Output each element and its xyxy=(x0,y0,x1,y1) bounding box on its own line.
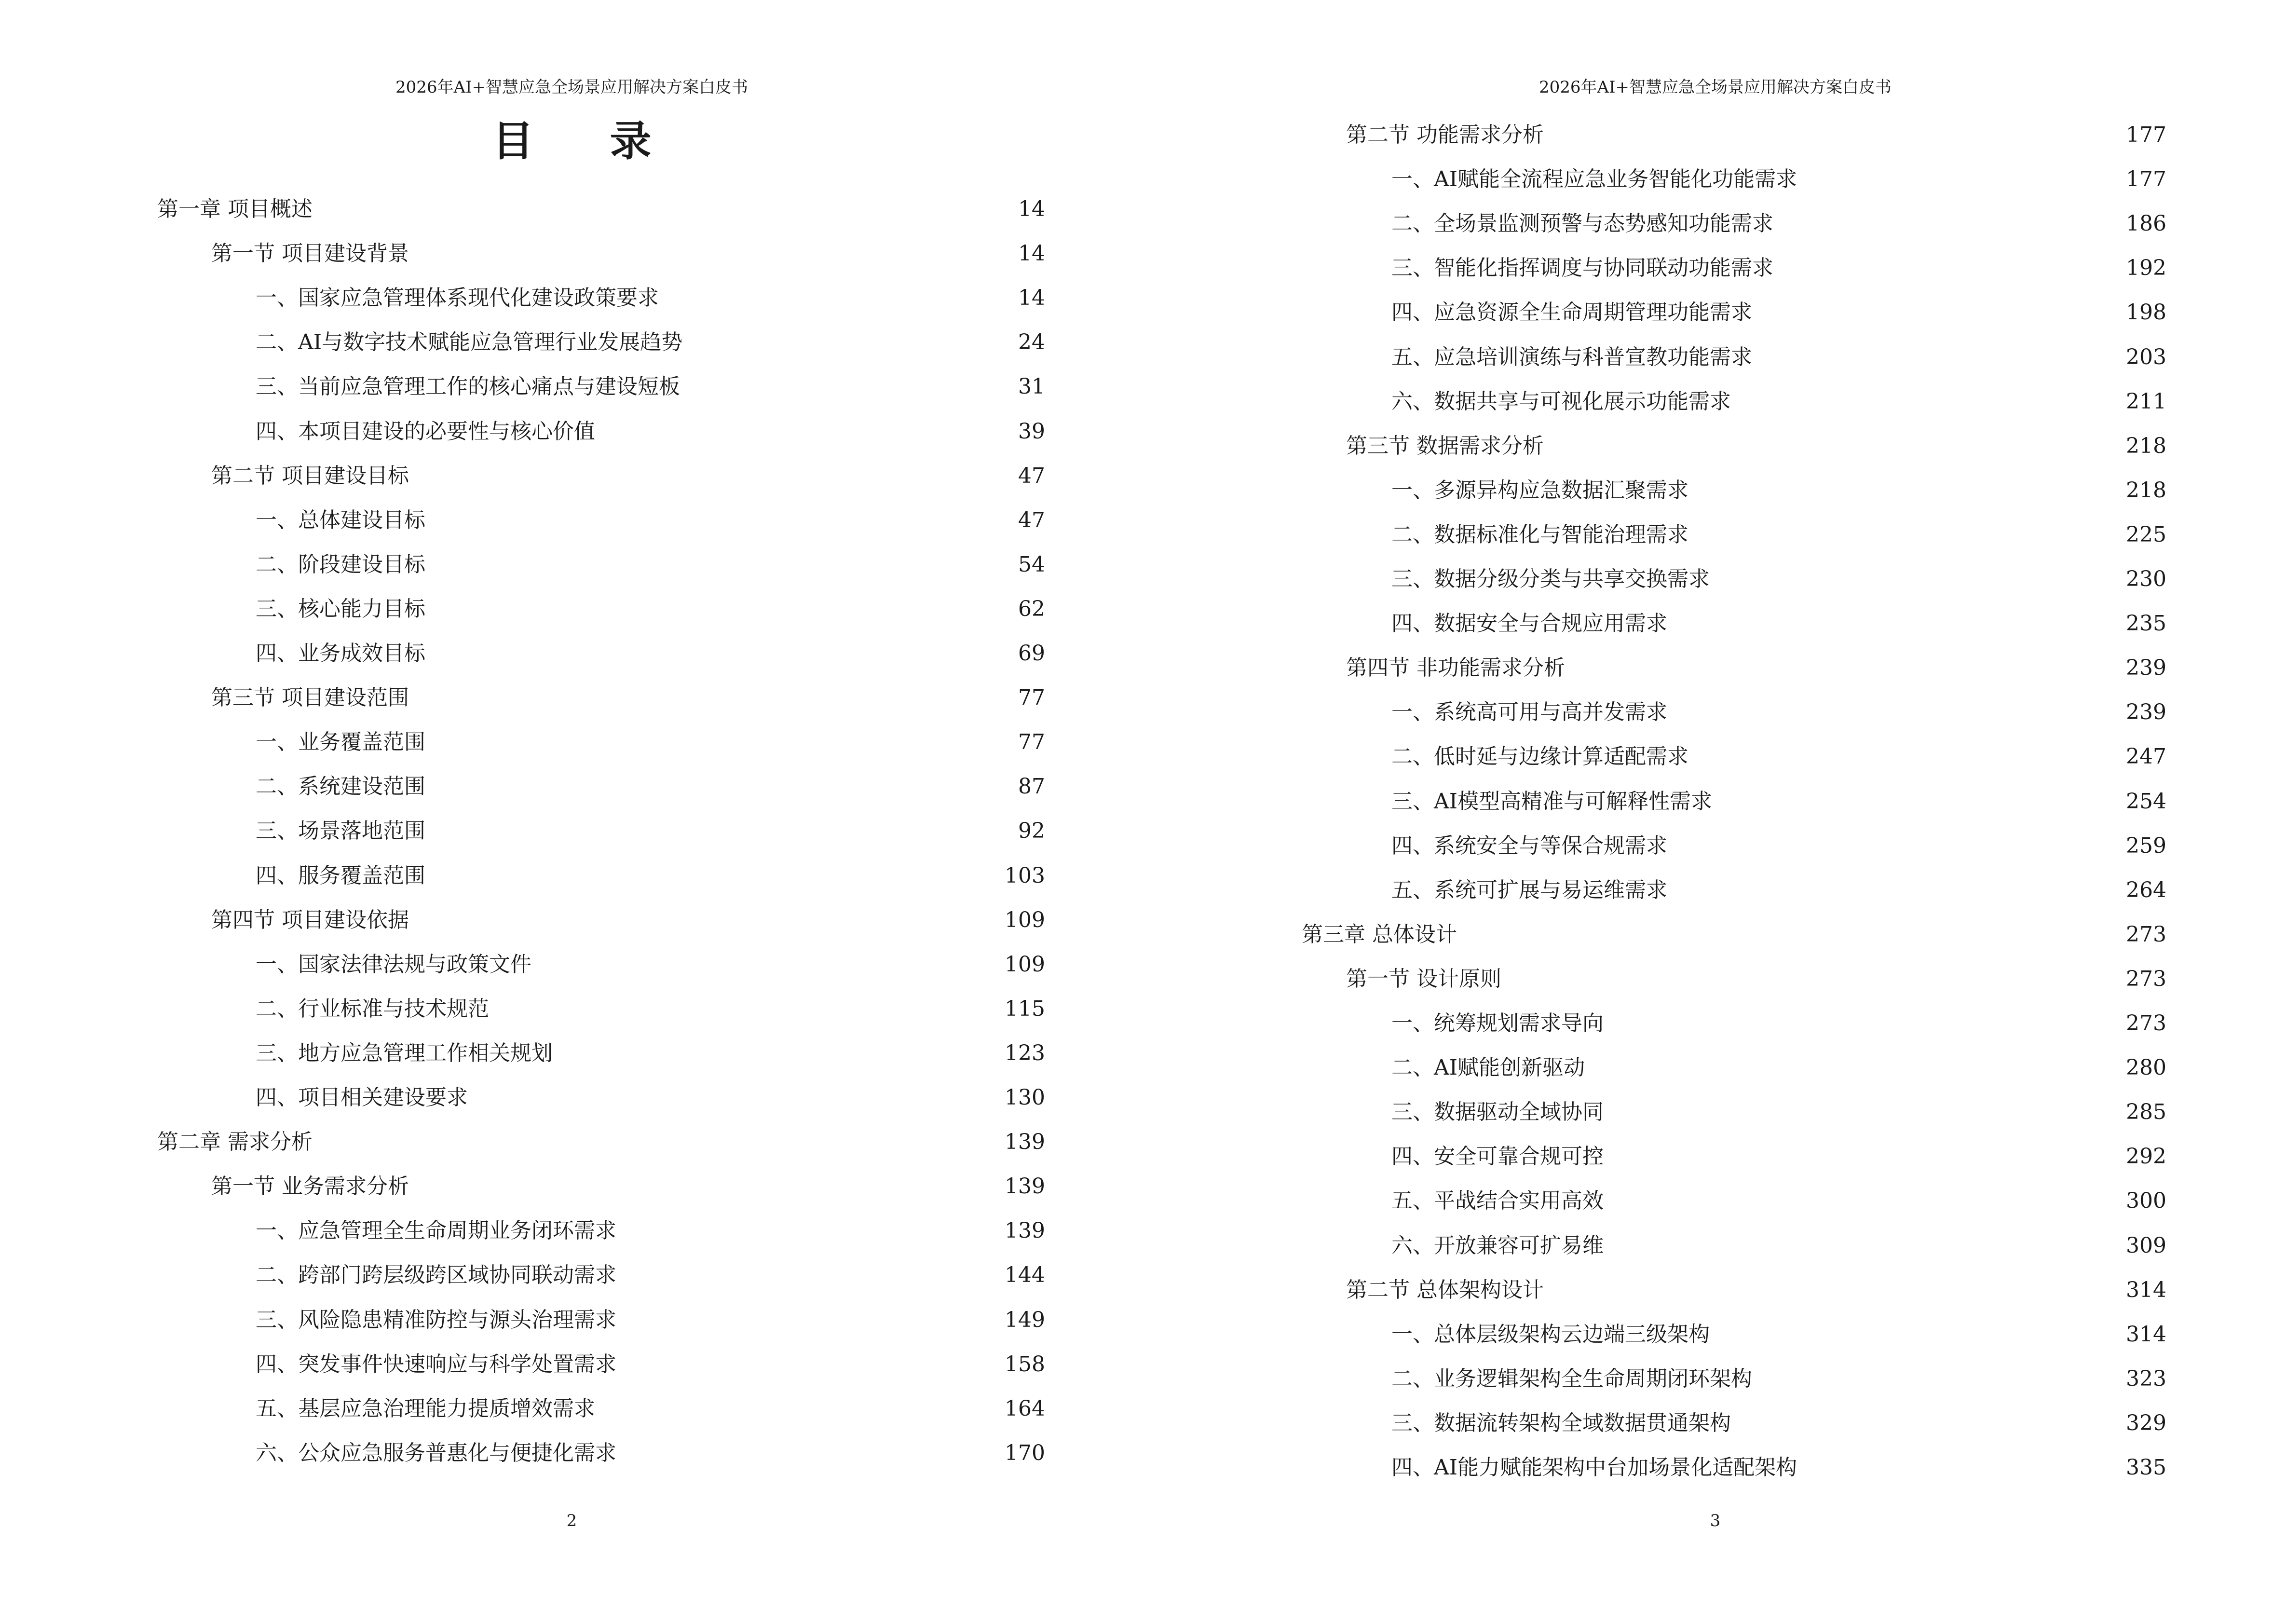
toc-entry-title: 第一章 项目概述 xyxy=(157,197,313,221)
toc-entry-title: 一、国家法律法规与政策文件 xyxy=(256,952,531,977)
toc-entry-page: 198 xyxy=(2126,300,2166,325)
toc-entry-page: 192 xyxy=(2126,256,2166,281)
toc-entry-page: 158 xyxy=(1005,1351,1045,1377)
toc-entry-subsection[interactable] xyxy=(1391,1187,2166,1215)
toc-entry-title: 第三章 总体设计 xyxy=(1302,922,1457,947)
toc-entry-page: 218 xyxy=(2126,433,2166,458)
toc-entry-title: 第一节 设计原则 xyxy=(1346,966,1501,991)
toc-entry-title: 四、应急资源全生命周期管理功能需求 xyxy=(1391,300,1752,325)
toc-entry-page: 103 xyxy=(1005,863,1045,888)
toc-entry-page: 218 xyxy=(2126,478,2166,503)
toc-entry-page: 123 xyxy=(1005,1040,1045,1065)
toc-entry-title: 第二节 项目建设目标 xyxy=(211,463,409,488)
dot-leader xyxy=(1759,298,2119,327)
toc-entry-page: 259 xyxy=(2126,833,2166,858)
toc-entry-title: 五、应急培训演练与科普宣教功能需求 xyxy=(1391,344,1752,369)
toc-entry-subsection[interactable] xyxy=(1391,787,2166,816)
dot-leader xyxy=(1719,787,2119,816)
dot-leader xyxy=(319,195,1011,224)
toc-entry-page: 92 xyxy=(1018,819,1045,844)
toc-entry-subsection[interactable] xyxy=(1391,520,2166,549)
toc-entry-title: 四、安全可靠合规可控 xyxy=(1391,1144,1604,1169)
toc-entry-page: 273 xyxy=(2126,966,2166,991)
toc-entry-title: 一、总体建设目标 xyxy=(256,507,425,532)
toc-entry-subsection[interactable] xyxy=(1391,742,2166,771)
toc-entry-title: 三、数据驱动全域协同 xyxy=(1391,1100,1604,1125)
dot-leader xyxy=(319,1128,998,1157)
dot-leader xyxy=(1804,165,2119,194)
toc-entry-subsection[interactable] xyxy=(256,1350,1045,1379)
toc-entry-page: 273 xyxy=(2126,922,2166,947)
toc-entry-subsection[interactable] xyxy=(256,1216,1045,1245)
toc-entry-subsection[interactable] xyxy=(1391,1009,2166,1038)
toc-entry-subsection[interactable] xyxy=(256,372,1045,401)
toc-entry-subsection[interactable] xyxy=(1391,1409,2166,1438)
toc-entry-section[interactable] xyxy=(211,906,1045,935)
toc-entry-page: 273 xyxy=(2126,1011,2166,1036)
dot-leader xyxy=(1759,343,2119,372)
toc-entry-title: 第三节 数据需求分析 xyxy=(1346,433,1544,458)
toc-entry-section[interactable] xyxy=(1346,965,2166,994)
toc-entry-page: 314 xyxy=(2126,1277,2166,1302)
toc-entry-title: 二、行业标准与技术规范 xyxy=(256,996,489,1021)
dot-leader xyxy=(538,950,998,979)
toc-entry-page: 170 xyxy=(1005,1440,1045,1465)
toc-entry-page: 14 xyxy=(1018,241,1045,266)
toc-entry-subsection[interactable] xyxy=(1391,876,2166,905)
toc-entry-subsection[interactable] xyxy=(256,728,1045,757)
toc-entry-title: 四、系统安全与等保合规需求 xyxy=(1391,833,1667,858)
toc-entry-section[interactable] xyxy=(1346,121,2166,150)
toc-entry-subsection[interactable] xyxy=(256,861,1045,890)
toc-entry-title: 三、智能化指挥调度与协同联动功能需求 xyxy=(1391,256,1773,281)
toc-entry-title: 第二节 功能需求分析 xyxy=(1346,123,1544,147)
toc-entry-subsection[interactable] xyxy=(1391,476,2166,505)
toc-entry-subsection[interactable] xyxy=(1391,209,2166,238)
dot-leader xyxy=(1738,1409,2119,1438)
toc-entry-chapter[interactable] xyxy=(157,1128,1045,1157)
dot-leader xyxy=(666,284,1011,313)
toc-entry-page: 130 xyxy=(1005,1085,1045,1110)
toc-entry-subsection[interactable] xyxy=(256,417,1045,446)
dot-leader xyxy=(475,1083,998,1112)
dot-leader xyxy=(1674,832,2119,860)
toc-entry-page: 292 xyxy=(2126,1144,2166,1169)
toc-entry-title: 四、本项目建设的必要性与核心价值 xyxy=(256,419,595,444)
dot-leader xyxy=(432,861,998,890)
toc-entry-chapter[interactable] xyxy=(1302,920,2166,949)
toc-entry-page: 177 xyxy=(2126,123,2166,147)
toc-entry-title: 一、系统高可用与高并发需求 xyxy=(1391,700,1667,725)
toc-entry-subsection[interactable] xyxy=(1391,254,2166,283)
toc-entry-title: 五、基层应急治理能力提质增效需求 xyxy=(256,1396,595,1421)
toc-entry-title: 四、数据安全与合规应用需求 xyxy=(1391,611,1667,636)
toc-entry-subsection[interactable] xyxy=(256,950,1045,979)
dot-leader xyxy=(1572,654,2119,682)
toc-entry-subsection[interactable] xyxy=(1391,565,2166,594)
toc-entry-title: 三、AI模型高精准与可解释性需求 xyxy=(1391,789,1713,814)
toc-entry-page: 211 xyxy=(2126,389,2166,414)
dot-leader xyxy=(416,906,998,935)
dot-leader xyxy=(1695,520,2119,549)
dot-leader xyxy=(1780,209,2119,238)
toc-entry-page: 47 xyxy=(1018,463,1045,488)
toc-entry-title: 六、数据共享与可视化展示功能需求 xyxy=(1391,389,1731,414)
dot-leader xyxy=(623,1261,998,1290)
dot-leader xyxy=(623,1306,998,1335)
page-number: 3 xyxy=(1710,1511,1721,1530)
toc-entry-title: 二、全场景监测预警与态势感知功能需求 xyxy=(1391,211,1773,236)
dot-leader xyxy=(623,1216,998,1245)
dot-leader xyxy=(416,1172,998,1201)
page-number: 2 xyxy=(566,1511,577,1530)
toc-entry-subsection[interactable] xyxy=(1391,609,2166,638)
toc-entry-subsection[interactable] xyxy=(256,1039,1045,1068)
toc-entry-subsection[interactable] xyxy=(256,772,1045,801)
dot-leader xyxy=(687,372,1011,401)
toc-entry-page: 335 xyxy=(2126,1455,2166,1480)
toc-entry-page: 225 xyxy=(2126,522,2166,547)
dot-leader xyxy=(496,995,998,1024)
toc-entry-section[interactable] xyxy=(211,1172,1045,1201)
toc-entry-title: 一、业务覆盖范围 xyxy=(256,730,425,755)
toc-entry-page: 239 xyxy=(2126,700,2166,725)
right-page xyxy=(1144,0,2287,1624)
toc-entry-title: 三、地方应急管理工作相关规划 xyxy=(256,1040,553,1065)
toc-entry-page: 203 xyxy=(2126,344,2166,369)
dot-leader xyxy=(432,595,1011,624)
dot-leader xyxy=(1464,920,2119,949)
toc-entry-title: 四、突发事件快速响应与科学处置需求 xyxy=(256,1351,616,1377)
toc-entry-title: 第一节 业务需求分析 xyxy=(211,1174,409,1199)
toc-entry-page: 31 xyxy=(1018,374,1045,399)
toc-entry-page: 329 xyxy=(2126,1410,2166,1435)
toc-entry-page: 62 xyxy=(1018,596,1045,621)
toc-entry-page: 280 xyxy=(2126,1055,2166,1080)
dot-leader xyxy=(1738,387,2119,416)
toc-entry-page: 69 xyxy=(1018,641,1045,666)
toc-entry-page: 139 xyxy=(1005,1130,1045,1155)
dot-leader xyxy=(1674,698,2119,727)
toc-entry-title: 一、AI赋能全流程应急业务智能化功能需求 xyxy=(1391,167,1797,192)
toc-entry-title: 第三节 项目建设范围 xyxy=(211,685,409,710)
toc-entry-subsection[interactable] xyxy=(1391,343,2166,372)
dot-leader xyxy=(559,1039,998,1068)
dot-leader xyxy=(1674,876,2119,905)
toc-entry-page: 264 xyxy=(2126,877,2166,902)
toc-entry-chapter[interactable] xyxy=(157,195,1045,224)
toc-entry-title: 一、国家应急管理体系现代化建设政策要求 xyxy=(256,286,659,311)
toc-entry-title: 三、数据分级分类与共享交换需求 xyxy=(1391,567,1710,591)
toc-entry-title: 二、数据标准化与智能治理需求 xyxy=(1391,522,1688,547)
toc-entry-title: 第四节 非功能需求分析 xyxy=(1346,655,1565,681)
toc-entry-page: 77 xyxy=(1018,685,1045,710)
toc-entry-page: 186 xyxy=(2126,211,2166,236)
toc-entry-subsection[interactable] xyxy=(1391,1098,2166,1127)
toc-entry-page: 300 xyxy=(2126,1188,2166,1214)
dot-leader xyxy=(602,417,1011,446)
toc-entry-title: 三、数据流转架构全域数据贯通架构 xyxy=(1391,1410,1731,1435)
toc-entry-subsection[interactable] xyxy=(256,1439,1045,1468)
dot-leader xyxy=(689,328,1011,357)
toc-entry-title: 三、场景落地范围 xyxy=(256,819,425,844)
dot-leader xyxy=(432,817,1011,846)
toc-entry-title: 五、系统可扩展与易运维需求 xyxy=(1391,877,1667,902)
toc-entry-title: 四、业务成效目标 xyxy=(256,641,425,666)
toc-entry-page: 87 xyxy=(1018,774,1045,799)
dot-leader xyxy=(1592,1053,2119,1082)
dot-leader xyxy=(432,506,1011,535)
toc-entry-subsection[interactable] xyxy=(256,817,1045,846)
toc-entry-subsection[interactable] xyxy=(256,595,1045,624)
dot-leader xyxy=(1610,1009,2119,1038)
toc-entry-title: 三、当前应急管理工作的核心痛点与建设短板 xyxy=(256,374,680,399)
toc-entry-subsection[interactable] xyxy=(1391,698,2166,727)
toc-entry-page: 230 xyxy=(2126,567,2166,591)
toc-entry-section[interactable] xyxy=(1346,1276,2166,1305)
dot-leader xyxy=(623,1350,998,1379)
toc-entry-section[interactable] xyxy=(1346,654,2166,682)
toc-entry-title: 四、AI能力赋能架构中台加场景化适配架构 xyxy=(1391,1455,1797,1480)
dot-leader xyxy=(432,728,1011,757)
toc-entry-title: 二、跨部门跨层级跨区域协同联动需求 xyxy=(256,1263,616,1288)
toc-entry-subsection[interactable] xyxy=(1391,298,2166,327)
toc-entry-page: 285 xyxy=(2126,1100,2166,1125)
dot-leader xyxy=(416,683,1011,712)
toc-entry-page: 323 xyxy=(2126,1366,2166,1391)
toc-entry-subsection[interactable] xyxy=(1391,1320,2166,1349)
toc-entry-page: 314 xyxy=(2126,1322,2166,1347)
toc-title: 目 录 xyxy=(492,117,682,165)
toc-entry-page: 14 xyxy=(1018,197,1045,221)
toc-entry-title: 一、多源异构应急数据汇聚需求 xyxy=(1391,478,1688,503)
toc-entry-subsection[interactable] xyxy=(256,550,1045,579)
toc-entry-page: 177 xyxy=(2126,167,2166,192)
toc-entry-page: 254 xyxy=(2126,789,2166,814)
toc-entry-section[interactable] xyxy=(211,239,1045,268)
toc-entry-page: 39 xyxy=(1018,419,1045,444)
toc-entry-title: 三、核心能力目标 xyxy=(256,596,425,621)
dot-leader xyxy=(1610,1098,2119,1127)
toc-entry-subsection[interactable] xyxy=(1391,1142,2166,1171)
toc-entry-subsection[interactable] xyxy=(1391,165,2166,194)
dot-leader xyxy=(602,1394,998,1423)
toc-entry-title: 二、阶段建设目标 xyxy=(256,552,425,577)
toc-entry-page: 144 xyxy=(1005,1263,1045,1288)
dot-leader xyxy=(432,550,1011,579)
toc-entry-title: 四、服务覆盖范围 xyxy=(256,863,425,888)
toc-entry-page: 109 xyxy=(1005,952,1045,977)
toc-entry-title: 二、低时延与边缘计算适配需求 xyxy=(1391,744,1688,769)
toc-entry-title: 二、系统建设范围 xyxy=(256,774,425,799)
toc-entry-title: 一、统筹规划需求导向 xyxy=(1391,1011,1604,1036)
toc-entry-subsection[interactable] xyxy=(256,1083,1045,1112)
toc-entry-page: 109 xyxy=(1005,907,1045,932)
toc-entry-subsection[interactable] xyxy=(1391,1453,2166,1482)
toc-entry-title: 第二节 总体架构设计 xyxy=(1346,1277,1544,1302)
toc-entry-page: 54 xyxy=(1018,552,1045,577)
toc-entry-subsection[interactable] xyxy=(256,639,1045,668)
toc-entry-subsection[interactable] xyxy=(256,284,1045,313)
toc-entry-subsection[interactable] xyxy=(256,328,1045,357)
toc-entry-subsection[interactable] xyxy=(256,506,1045,535)
toc-entry-page: 77 xyxy=(1018,730,1045,755)
dot-leader xyxy=(1674,609,2119,638)
dot-leader xyxy=(1551,432,2119,461)
toc-entry-page: 164 xyxy=(1005,1396,1045,1421)
toc-entry-page: 139 xyxy=(1005,1174,1045,1199)
toc-entry-subsection[interactable] xyxy=(1391,387,2166,416)
toc-entry-section[interactable] xyxy=(1346,432,2166,461)
toc-entry-title: 六、公众应急服务普惠化与便捷化需求 xyxy=(256,1440,616,1465)
toc-entry-page: 14 xyxy=(1018,286,1045,311)
toc-entry-title: 一、应急管理全生命周期业务闭环需求 xyxy=(256,1218,616,1243)
toc-entry-subsection[interactable] xyxy=(256,1261,1045,1290)
toc-entry-title: 二、AI赋能创新驱动 xyxy=(1391,1055,1585,1080)
toc-entry-subsection[interactable] xyxy=(256,1306,1045,1335)
toc-entry-title: 一、总体层级架构云边端三级架构 xyxy=(1391,1322,1710,1347)
dot-leader xyxy=(623,1439,998,1468)
dot-leader xyxy=(1716,1320,2119,1349)
dot-leader xyxy=(1695,476,2119,505)
toc-entry-title: 三、风险隐患精准防控与源头治理需求 xyxy=(256,1307,616,1332)
toc-entry-section[interactable] xyxy=(211,683,1045,712)
toc-entry-page: 139 xyxy=(1005,1218,1045,1243)
toc-entry-page: 24 xyxy=(1018,330,1045,355)
toc-entry-page: 149 xyxy=(1005,1307,1045,1332)
running-header: 2026年AI+智慧应急全场景应用解决方案白皮书 xyxy=(1539,78,1892,97)
toc-entry-page: 115 xyxy=(1005,996,1045,1021)
toc-entry-title: 第二章 需求分析 xyxy=(157,1130,313,1155)
toc-entry-title: 二、业务逻辑架构全生命周期闭环架构 xyxy=(1391,1366,1752,1391)
toc-entry-subsection[interactable] xyxy=(1391,1053,2166,1082)
toc-entry-subsection[interactable] xyxy=(1391,1231,2166,1260)
dot-leader xyxy=(432,639,1011,668)
toc-entry-page: 239 xyxy=(2126,655,2166,681)
toc-entry-title: 二、AI与数字技术赋能应急管理行业发展趋势 xyxy=(256,330,683,355)
dot-leader xyxy=(1508,965,2119,994)
toc-entry-subsection[interactable] xyxy=(1391,832,2166,860)
toc-entry-section[interactable] xyxy=(211,462,1045,491)
dot-leader xyxy=(1610,1231,2119,1260)
dot-leader xyxy=(1695,742,2119,771)
dot-leader xyxy=(1551,121,2119,150)
toc-entry-page: 47 xyxy=(1018,507,1045,532)
dot-leader xyxy=(432,772,1011,801)
running-header: 2026年AI+智慧应急全场景应用解决方案白皮书 xyxy=(395,78,748,97)
toc-entry-subsection[interactable] xyxy=(256,995,1045,1024)
dot-leader xyxy=(1759,1365,2119,1393)
toc-entry-title: 六、开放兼容可扩易维 xyxy=(1391,1233,1604,1258)
toc-entry-title: 第一节 项目建设背景 xyxy=(211,241,409,266)
toc-entry-page: 235 xyxy=(2126,611,2166,636)
dot-leader xyxy=(1551,1276,2119,1305)
dot-leader xyxy=(416,239,1011,268)
dot-leader xyxy=(1780,254,2119,283)
dot-leader xyxy=(1610,1187,2119,1215)
toc-entry-title: 五、平战结合实用高效 xyxy=(1391,1188,1604,1214)
dot-leader xyxy=(416,462,1011,491)
toc-entry-subsection[interactable] xyxy=(1391,1365,2166,1393)
toc-entry-title: 第四节 项目建设依据 xyxy=(211,907,409,932)
toc-entry-title: 四、项目相关建设要求 xyxy=(256,1085,468,1110)
toc-entry-page: 247 xyxy=(2126,744,2166,769)
dot-leader xyxy=(1804,1453,2119,1482)
dot-leader xyxy=(1610,1142,2119,1171)
toc-entry-page: 309 xyxy=(2126,1233,2166,1258)
toc-entry-subsection[interactable] xyxy=(256,1394,1045,1423)
dot-leader xyxy=(1716,565,2119,594)
